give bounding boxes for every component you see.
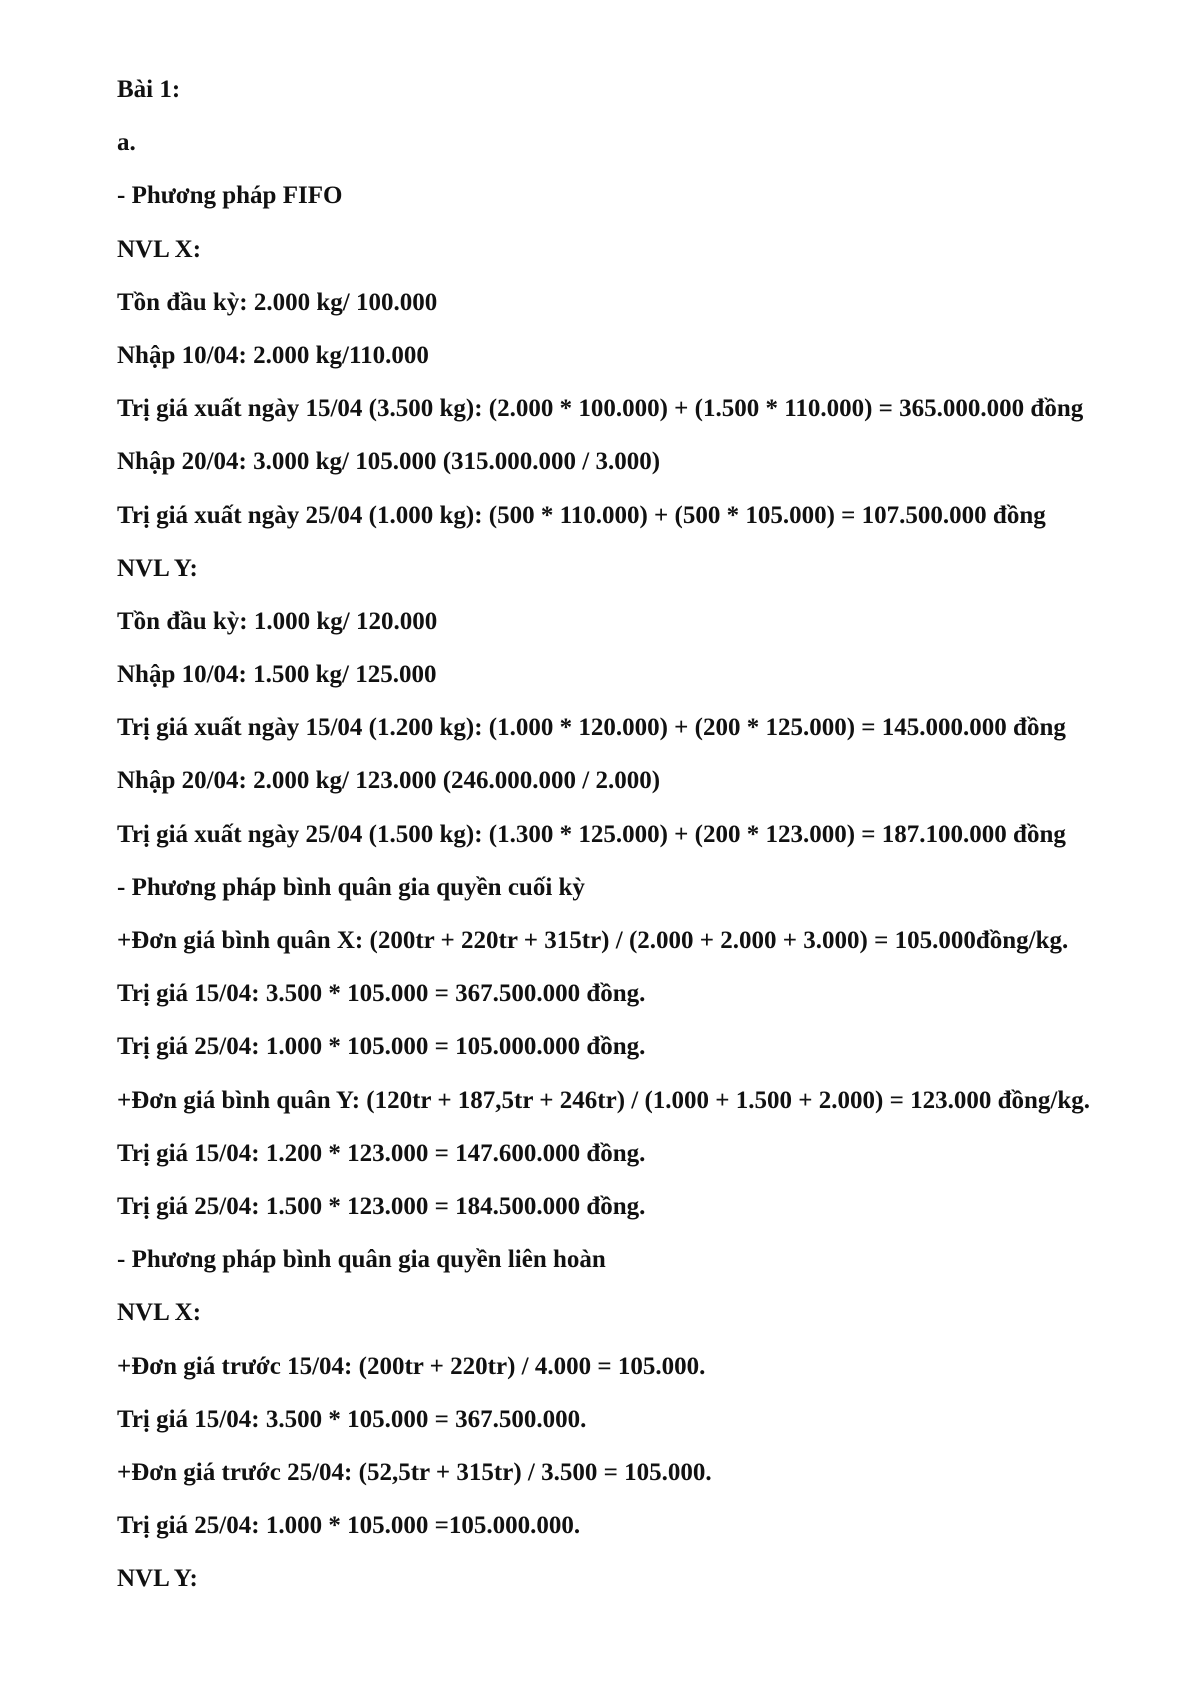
text-line: Trị giá xuất ngày 15/04 (1.200 kg): (1.000 * 120.000) + (200 * 125.000) = 145.000.000 đồng: [117, 714, 1066, 742]
text-line: Trị giá 25/04: 1.500 * 123.000 = 184.500.000 đồng.: [117, 1192, 646, 1220]
method-heading-period-average: - Phương pháp bình quân gia quyền cuối kỳ: [117, 873, 585, 901]
text-line: +Đơn giá trước 25/04: (52,5tr + 315tr) / 3.500 = 105.000.: [117, 1458, 712, 1486]
text-line: Nhập 20/04: 3.000 kg/ 105.000 (315.000.000 / 3.000): [117, 448, 661, 476]
text-line: +Đơn giá bình quân Y: (120tr + 187,5tr + 246tr) / (1.000 + 1.500 + 2.000) = 123.000 đồng/kg.: [117, 1086, 1091, 1114]
text-line: Tồn đầu kỳ: 1.000 kg/ 120.000: [117, 607, 438, 635]
method-heading-fifo: - Phương pháp FIFO: [117, 182, 343, 210]
text-line: Trị giá 15/04: 3.500 * 105.000 = 367.500.000 đồng.: [117, 980, 646, 1008]
text-line: Trị giá 25/04: 1.000 * 105.000 = 105.000.000 đồng.: [117, 1033, 646, 1061]
exercise-heading: Bài 1:: [117, 76, 181, 103]
material-heading-y: NVL Y:: [117, 554, 198, 582]
material-heading-x: NVL X:: [117, 1299, 202, 1327]
text-line: Trị giá 25/04: 1.000 * 105.000 =105.000.000.: [117, 1512, 581, 1540]
text-line: Trị giá 15/04: 3.500 * 105.000 = 367.500.000.: [117, 1405, 587, 1433]
text-line: Nhập 10/04: 1.500 kg/ 125.000: [117, 661, 437, 689]
text-line: Trị giá xuất ngày 15/04 (3.500 kg): (2.000 * 100.000) + (1.500 * 110.000) = 365.000.000 đồng: [117, 395, 1084, 423]
text-line: Trị giá xuất ngày 25/04 (1.000 kg): (500 * 110.000) + (500 * 105.000) = 107.500.000 đồng: [117, 501, 1046, 529]
text-line: +Đơn giá bình quân X: (200tr + 220tr + 315tr) / (2.000 + 2.000 + 3.000) = 105.000đồng/kg.: [117, 927, 1069, 954]
part-label: a.: [117, 129, 136, 157]
text-line: Trị giá 15/04: 1.200 * 123.000 = 147.600.000 đồng.: [117, 1139, 646, 1167]
text-line: Tồn đầu kỳ: 2.000 kg/ 100.000: [117, 288, 438, 316]
method-heading-moving-average: - Phương pháp bình quân gia quyền liên hoàn: [117, 1246, 606, 1274]
text-line: +Đơn giá trước 15/04: (200tr + 220tr) / 4.000 = 105.000.: [117, 1352, 706, 1380]
document-body: [117, 72, 1177, 1614]
text-line: Trị giá xuất ngày 25/04 (1.500 kg): (1.300 * 125.000) + (200 * 123.000) = 187.100.000 đồng: [117, 820, 1066, 848]
material-heading-y: NVL Y:: [117, 1565, 198, 1593]
text-line: Nhập 20/04: 2.000 kg/ 123.000 (246.000.000 / 2.000): [117, 767, 661, 795]
text-line: Nhập 10/04: 2.000 kg/110.000: [117, 341, 429, 369]
material-heading-x: NVL X:: [117, 235, 202, 263]
